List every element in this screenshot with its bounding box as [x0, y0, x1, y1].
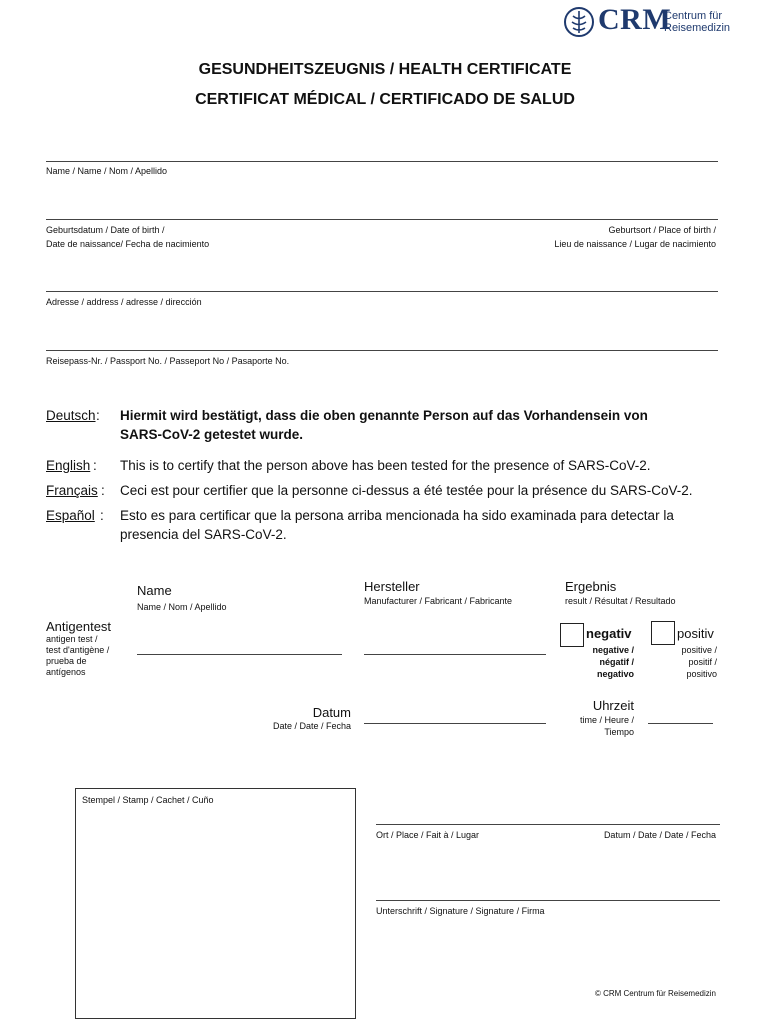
name-label: Name / Name / Nom / Apellido — [46, 166, 168, 176]
positive-sublabel — [640, 644, 717, 680]
manufacturer-line[interactable] — [364, 654, 546, 655]
place-label: Ort / Place / Fait à / Lugar — [376, 830, 480, 840]
name-line[interactable] — [46, 161, 718, 162]
crm-logo-icon — [563, 5, 595, 39]
stamp-label: Stempel / Stamp / Cachet / Cuño — [82, 795, 214, 805]
statement-sep: : — [93, 458, 97, 473]
test-name-header: Name — [137, 583, 172, 598]
dob-label-1: Geburtsdatum / Date of birth / — [46, 225, 165, 235]
manufacturer-header: Hersteller — [364, 579, 420, 594]
test-time-sub-1: time / Heure / — [579, 715, 634, 725]
antigen-name-line[interactable] — [137, 654, 342, 655]
statement-lang-francais: Français — [46, 483, 98, 498]
statement-sep: : — [101, 483, 105, 498]
statement-deutsch-2: SARS-CoV-2 getestet wurde. — [120, 427, 304, 442]
statement-sep: : — [96, 408, 100, 423]
logo-sub-line1: Centrum für — [664, 10, 723, 22]
test-time-sub — [580, 714, 634, 738]
statement-sep: : — [100, 508, 104, 523]
document-title-1: GESUNDHEITSZEUGNIS / HEALTH CERTIFICATE — [198, 61, 572, 78]
footer-copyright: © CRM Centrum für Reisemedizin — [594, 989, 716, 998]
test-name-sub: Name / Nom / Apellido — [137, 602, 227, 612]
test-time-sub-2: Tiempo — [604, 727, 634, 737]
passport-line[interactable] — [46, 350, 718, 351]
document-title-2: CERTIFICAT MÉDICAL / CERTIFICADO DE SALUD — [195, 91, 575, 108]
negative-sub-2: négatif / — [599, 657, 634, 667]
result-sub: result / Résultat / Resultado — [565, 596, 676, 606]
antigen-sub-4: antígenos — [46, 667, 86, 677]
test-date-sub: Date / Date / Fecha — [272, 721, 351, 731]
antigen-sub-1: antigen test / — [46, 634, 98, 644]
antigen-subtitle — [46, 634, 109, 678]
positive-sub-2: positif / — [688, 657, 717, 667]
statement-deutsch-1: Hiermit wird bestätigt, dass die oben genannte Person auf das Vorhandensein von — [120, 408, 648, 423]
test-date-line[interactable] — [364, 723, 546, 724]
statement-lang-espanol: Español — [46, 508, 95, 523]
positive-sub-3: positivo — [686, 669, 717, 679]
signature-label: Unterschrift / Signature / Signature / Firma — [376, 906, 545, 916]
negative-sublabel — [560, 644, 634, 680]
positive-checkbox[interactable] — [651, 621, 675, 645]
test-time-header: Uhrzeit — [592, 698, 634, 713]
stamp-box[interactable] — [75, 788, 356, 1019]
dob-label-2: Date de naissance/ Fecha de nacimiento — [46, 239, 210, 249]
statement-francais: Ceci est pour certifier que la personne ci-dessus a été testée pour la présence du SARS-CoV-2. — [120, 483, 693, 498]
place-date-line[interactable] — [376, 824, 720, 825]
passport-label: Reisepass-Nr. / Passport No. / Passeport No / Pasaporte No. — [46, 356, 290, 366]
negative-label: negativ — [586, 626, 632, 641]
test-date-header: Datum — [312, 705, 351, 720]
statement-espanol-2: presencia del SARS-CoV-2. — [120, 527, 287, 542]
antigen-sub-2: test d'antigène / — [46, 645, 110, 655]
negative-sub-3: negativo — [596, 669, 634, 679]
pob-label-1: Geburtsort / Place of birth / — [608, 225, 716, 235]
test-time-line[interactable] — [648, 723, 713, 724]
signature-line[interactable] — [376, 900, 720, 901]
statement-english: This is to certify that the person above has been tested for the presence of SARS-CoV-2. — [120, 458, 651, 473]
address-line[interactable] — [46, 291, 718, 292]
address-label: Adresse / address / adresse / dirección — [46, 297, 202, 307]
logo-subtitle — [664, 10, 730, 34]
statement-lang-deutsch: Deutsch — [46, 408, 96, 423]
antigen-sub-3: prueba de — [46, 656, 87, 666]
antigen-title: Antigentest — [46, 619, 112, 634]
logo-wordmark: CRM — [598, 3, 672, 36]
positive-label: positiv — [677, 626, 714, 641]
result-header: Ergebnis — [565, 579, 617, 594]
manufacturer-sub: Manufacturer / Fabricant / Fabricante — [364, 596, 513, 606]
statement-lang-english: English — [46, 458, 91, 473]
negative-sub-1: negative / — [592, 645, 634, 655]
pob-label-2: Lieu de naissance / Lugar de nacimiento — [554, 239, 716, 249]
sign-date-label: Datum / Date / Date / Fecha — [603, 830, 716, 840]
dob-line[interactable] — [46, 219, 718, 220]
positive-sub-1: positive / — [681, 645, 717, 655]
statement-espanol-1: Esto es para certificar que la persona arriba mencionada ha sido examinada para detectar la — [120, 508, 674, 523]
logo-sub-line2: Reisemedizin — [664, 22, 731, 34]
